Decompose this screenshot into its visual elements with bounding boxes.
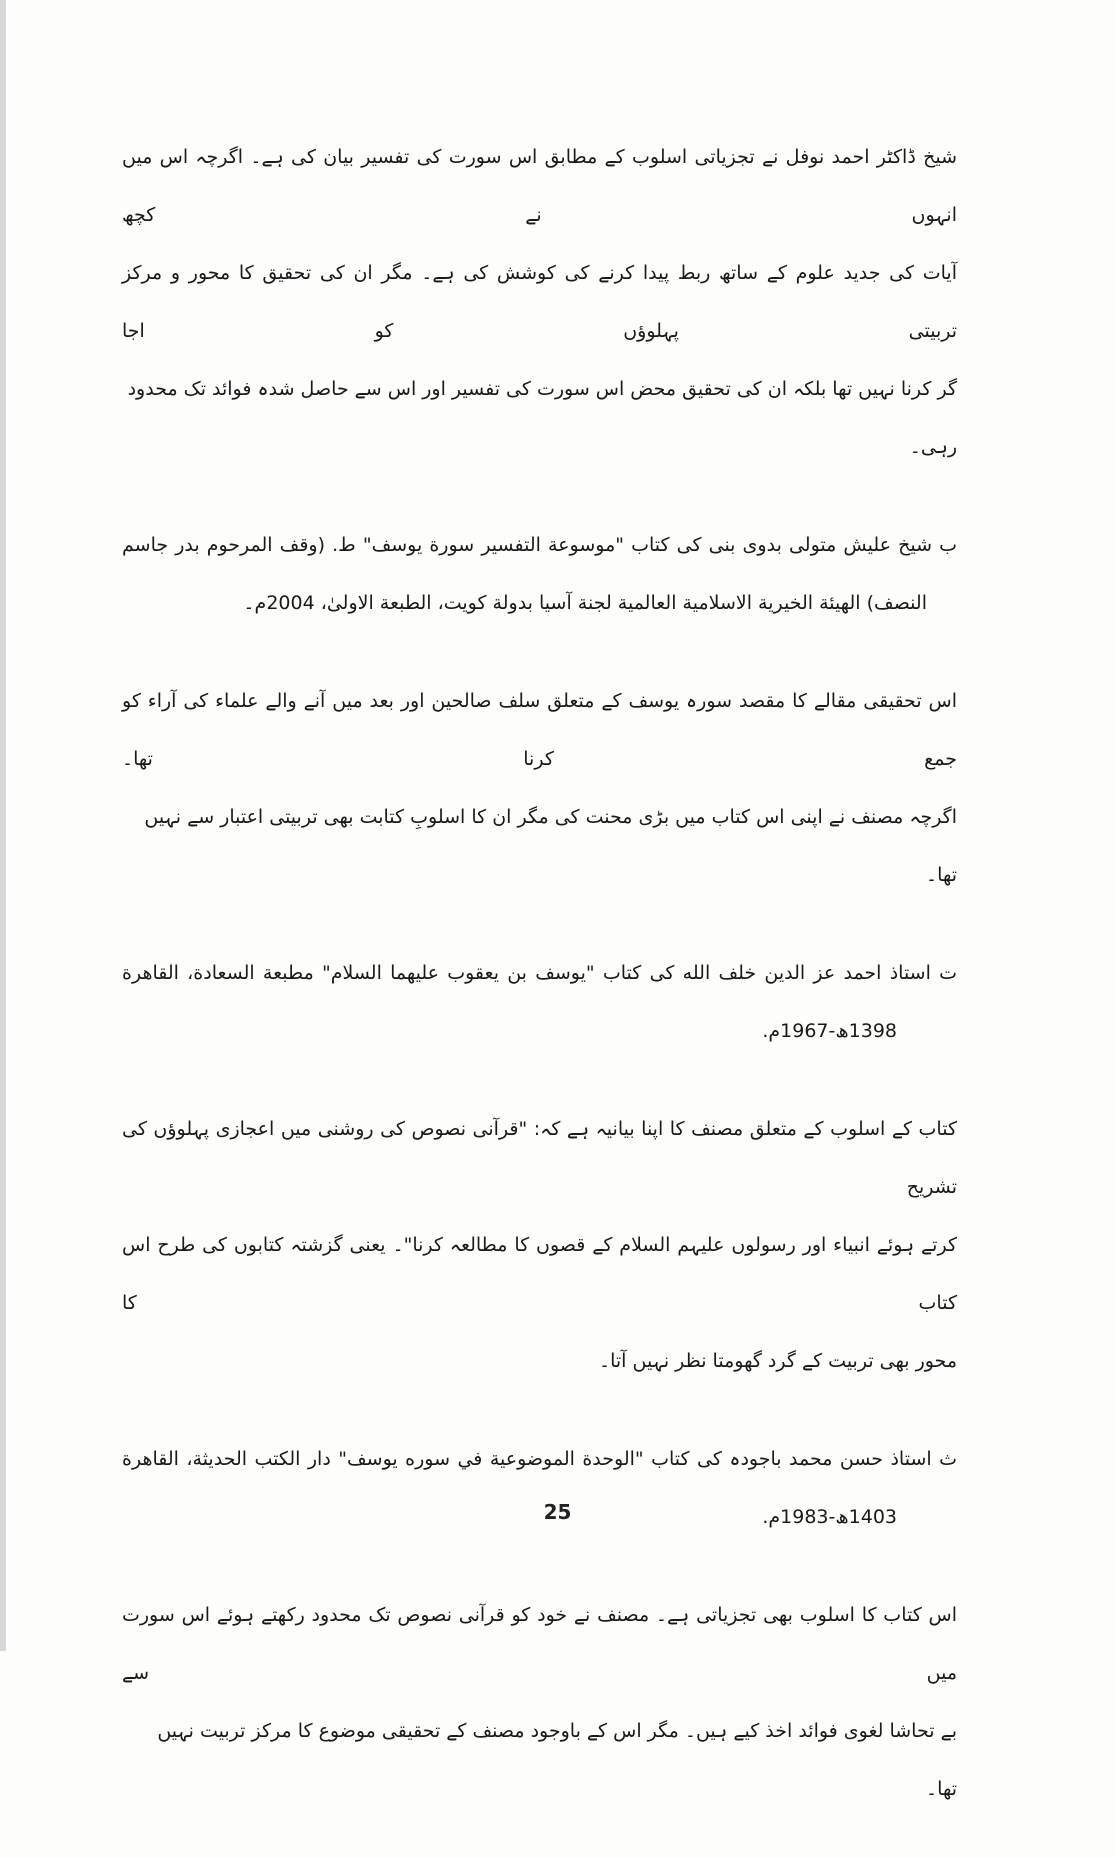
text-line: محور بھی تربیت کے گرد گھومتا نظر نہیں آتا۔ xyxy=(598,1350,957,1372)
reference-b xyxy=(122,516,957,632)
text-line: النصف) الهيئة الخيرية الاسلامية العالمية لجنة آسيا بدولة كويت، الطبعة الاولىٰ، 2004م۔ xyxy=(243,592,927,614)
paragraph-1 xyxy=(122,128,957,476)
text-line: ث استاذ حسن محمد باجودہ کی کتاب "الوحدة الموضوعية في سوره يوسف" دار الكتب الحديثة، القاهرة xyxy=(122,1448,957,1470)
page-number: 25 xyxy=(543,1500,572,1524)
text-line: ب شیخ علیش متولی بدوی بنی کی کتاب "موسوعة التفسير سورة يوسف" ط. (وقف المرحوم بدر جاسم xyxy=(122,534,957,556)
text-line: اگرچہ مصنف نے اپنی اس کتاب میں بڑی محنت کی مگر ان کا اسلوبِ کتابت بھی تربیتی اعتبار سے نہیں تھا۔ xyxy=(144,806,957,886)
text-line: شیخ ڈاکٹر احمد نوفل نے تجزیاتی اسلوب کے مطابق اس سورت کی تفسیر بیان کی ہے۔ اگرچہ اس میں انہوں نے کچھ xyxy=(122,146,957,226)
reference-t xyxy=(122,944,957,1060)
page-edge xyxy=(0,0,6,1651)
text-column xyxy=(122,128,957,1858)
text-line: کرتے ہوئے انبیاء اور رسولوں علیہم السلام کے قصوں کا مطالعہ کرنا"۔ یعنی گزشتہ کتابوں کی طرح اس کتاب کا xyxy=(122,1234,957,1314)
text-line: گر کرنا نہیں تھا بلکہ ان کی تحقیق محض اس سورت کی تفسیر اور اس سے حاصل شدہ فوائد تک محدود رہی۔ xyxy=(127,378,957,458)
text-line: بے تحاشا لغوی فوائد اخذ کیے ہیں۔ مگر اس کے باوجود مصنف کے تحقیقی موضوع کا مرکز تربیت نہیں تھا۔ xyxy=(157,1720,957,1800)
paragraph-7 xyxy=(122,1586,957,1818)
text-line: آیات کی جدید علوم کے ساتھ ربط پیدا کرنے کی کوشش کی ہے۔ مگر ان کی تحقیق کا محور و مرکز تربیتی پہلوؤں کو اجا xyxy=(122,262,957,342)
text-line: 1398ھ-1967م. xyxy=(762,1020,897,1042)
text-line: اس کتاب کا اسلوب بھی تجزیاتی ہے۔ مصنف نے خود کو قرآنی نصوص تک محدود رکھتے ہوئے اس سورت میں سے xyxy=(122,1604,957,1684)
text-line: اس تحقیقی مقالے کا مقصد سورہ یوسف کے متعلق سلف صالحین اور بعد میں آنے والے علماء کی آراء کو جمع کرنا تھا۔ xyxy=(122,690,957,770)
text-line: ت استاذ احمد عز الدين خلف الله کی کتاب "يوسف بن يعقوب عليهما السلام" مطبعة السعادة، القاهرة xyxy=(122,962,957,984)
text-line: کتاب کے اسلوب کے متعلق مصنف کا اپنا بیانیہ ہے کہ: "قرآنی نصوص کی روشنی میں اعجازی پہلوؤں کی تشریح xyxy=(122,1118,957,1198)
paragraph-3 xyxy=(122,672,957,904)
text-line: 1403ھ-1983م. xyxy=(762,1506,897,1528)
reference-th xyxy=(122,1430,957,1546)
paragraph-5 xyxy=(122,1100,957,1390)
